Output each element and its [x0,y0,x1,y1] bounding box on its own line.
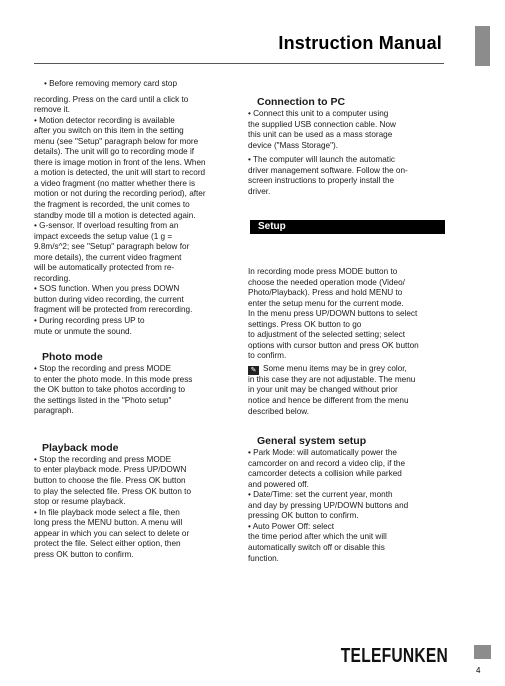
general-system-text-1: • Park Mode: will automatically power the camcorder on and record a video clip, if the camcorder detects a collision while parked and powered off. [248,448,406,489]
photo-mode-heading: Photo mode [42,351,103,364]
setup-note [245,364,447,417]
right-column [245,96,447,197]
page-title: Instruction Manual [278,33,442,53]
memory-card-text: recording. Press on the card until a click to remove it. [34,94,189,115]
note-pencil-icon: ✎ [248,366,259,375]
connection-text-2: • The computer will launch the automatic driver management software. Follow the on- screen instructions to properly install the driver. [248,155,408,196]
setup-text: In recording mode press MODE button to choose the needed operation mode (Video/ Photo/Playback). Press and hold MENU to enter the setup menu for the current mode. In the menu press UP/DOWN buttons to select settings. Press OK button to go to adjustment of the selected setting; select options with cursor button and press OK button to confirm. [248,267,419,361]
setup-section [245,267,447,564]
header-rule [34,63,444,64]
side-tab-bottom [474,645,491,659]
connection-text-1: • Connect this unit to a computer using the supplied USB connection cable. Now this unit can be used as a mass storage device ("Mass Storage"). [248,109,396,150]
connection-heading: Connection to PC [257,96,346,108]
left-column [34,79,248,560]
side-tab-top [475,26,490,66]
setup-heading: Setup [258,221,286,232]
photo-mode-text: • Stop the recording and press MODE to enter the photo mode. In this mode press the OK button to take photos according to the settings listed in the "Photo setup" paragraph. [34,364,193,416]
g-sensor-text: • G-sensor. If overload resulting from an impact exceeds the setup value (1 g = 9.8m/s^2; see "Setup" paragraph below for more details), the current video fragment will be automatically protected from re- recording. [34,221,190,283]
setup-heading-bar [250,220,445,234]
mute-text: • During recording press UP to mute or unmute the sound. [34,316,145,336]
general-system-heading: General system setup [257,435,367,448]
sos-text: • SOS function. When you press DOWN button during video recording, the current fragment will be protected from rerecording. [34,284,193,315]
general-system-text-2: • Date/Time: set the current year, month and day by pressing UP/DOWN buttons and pressing OK button to confirm. [248,490,409,521]
motion-detector-text: • Motion detector recording is available after you switch on this item in the setting menu (see "Setup" paragraph below for more details). The unit will go to recording mode if there is image motion in front of the lens. When a motion is detected, the unit will start to record a video fragment (no matter whether there is motion or not during the recording period), after the fragment is recorded, the unit comes to standby mode till a motion is detected again. [34,115,206,220]
brand-logo: TELEFUNKEN [340,645,448,667]
memory-card-bullet: • Before removing memory card stop [44,79,178,88]
playback-mode-text-1: • Stop the recording and press MODE to enter playback mode. Press UP/DOWN button to choose the file. Press OK button to play the selected file. Press OK button to stop or resume playback. [34,454,192,507]
general-system-text-3: • Auto Power Off: select the time period after which the unit will automatically switch off or disable this function. [248,521,387,563]
playback-mode-heading: Playback mode [42,441,119,454]
setup-note-text: Some menu items may be in grey color, in this case they are not adjustable. The menu in your unit may be changed without prior notice and hence be different from the menu described below. [248,363,416,416]
page-number: 4 [476,666,481,675]
playback-mode-text-2: • In file playback mode select a file, then long press the MENU button. A menu will appear in which you can select to delete or protect the file. Select either option, then press OK button to confirm. [34,507,190,559]
